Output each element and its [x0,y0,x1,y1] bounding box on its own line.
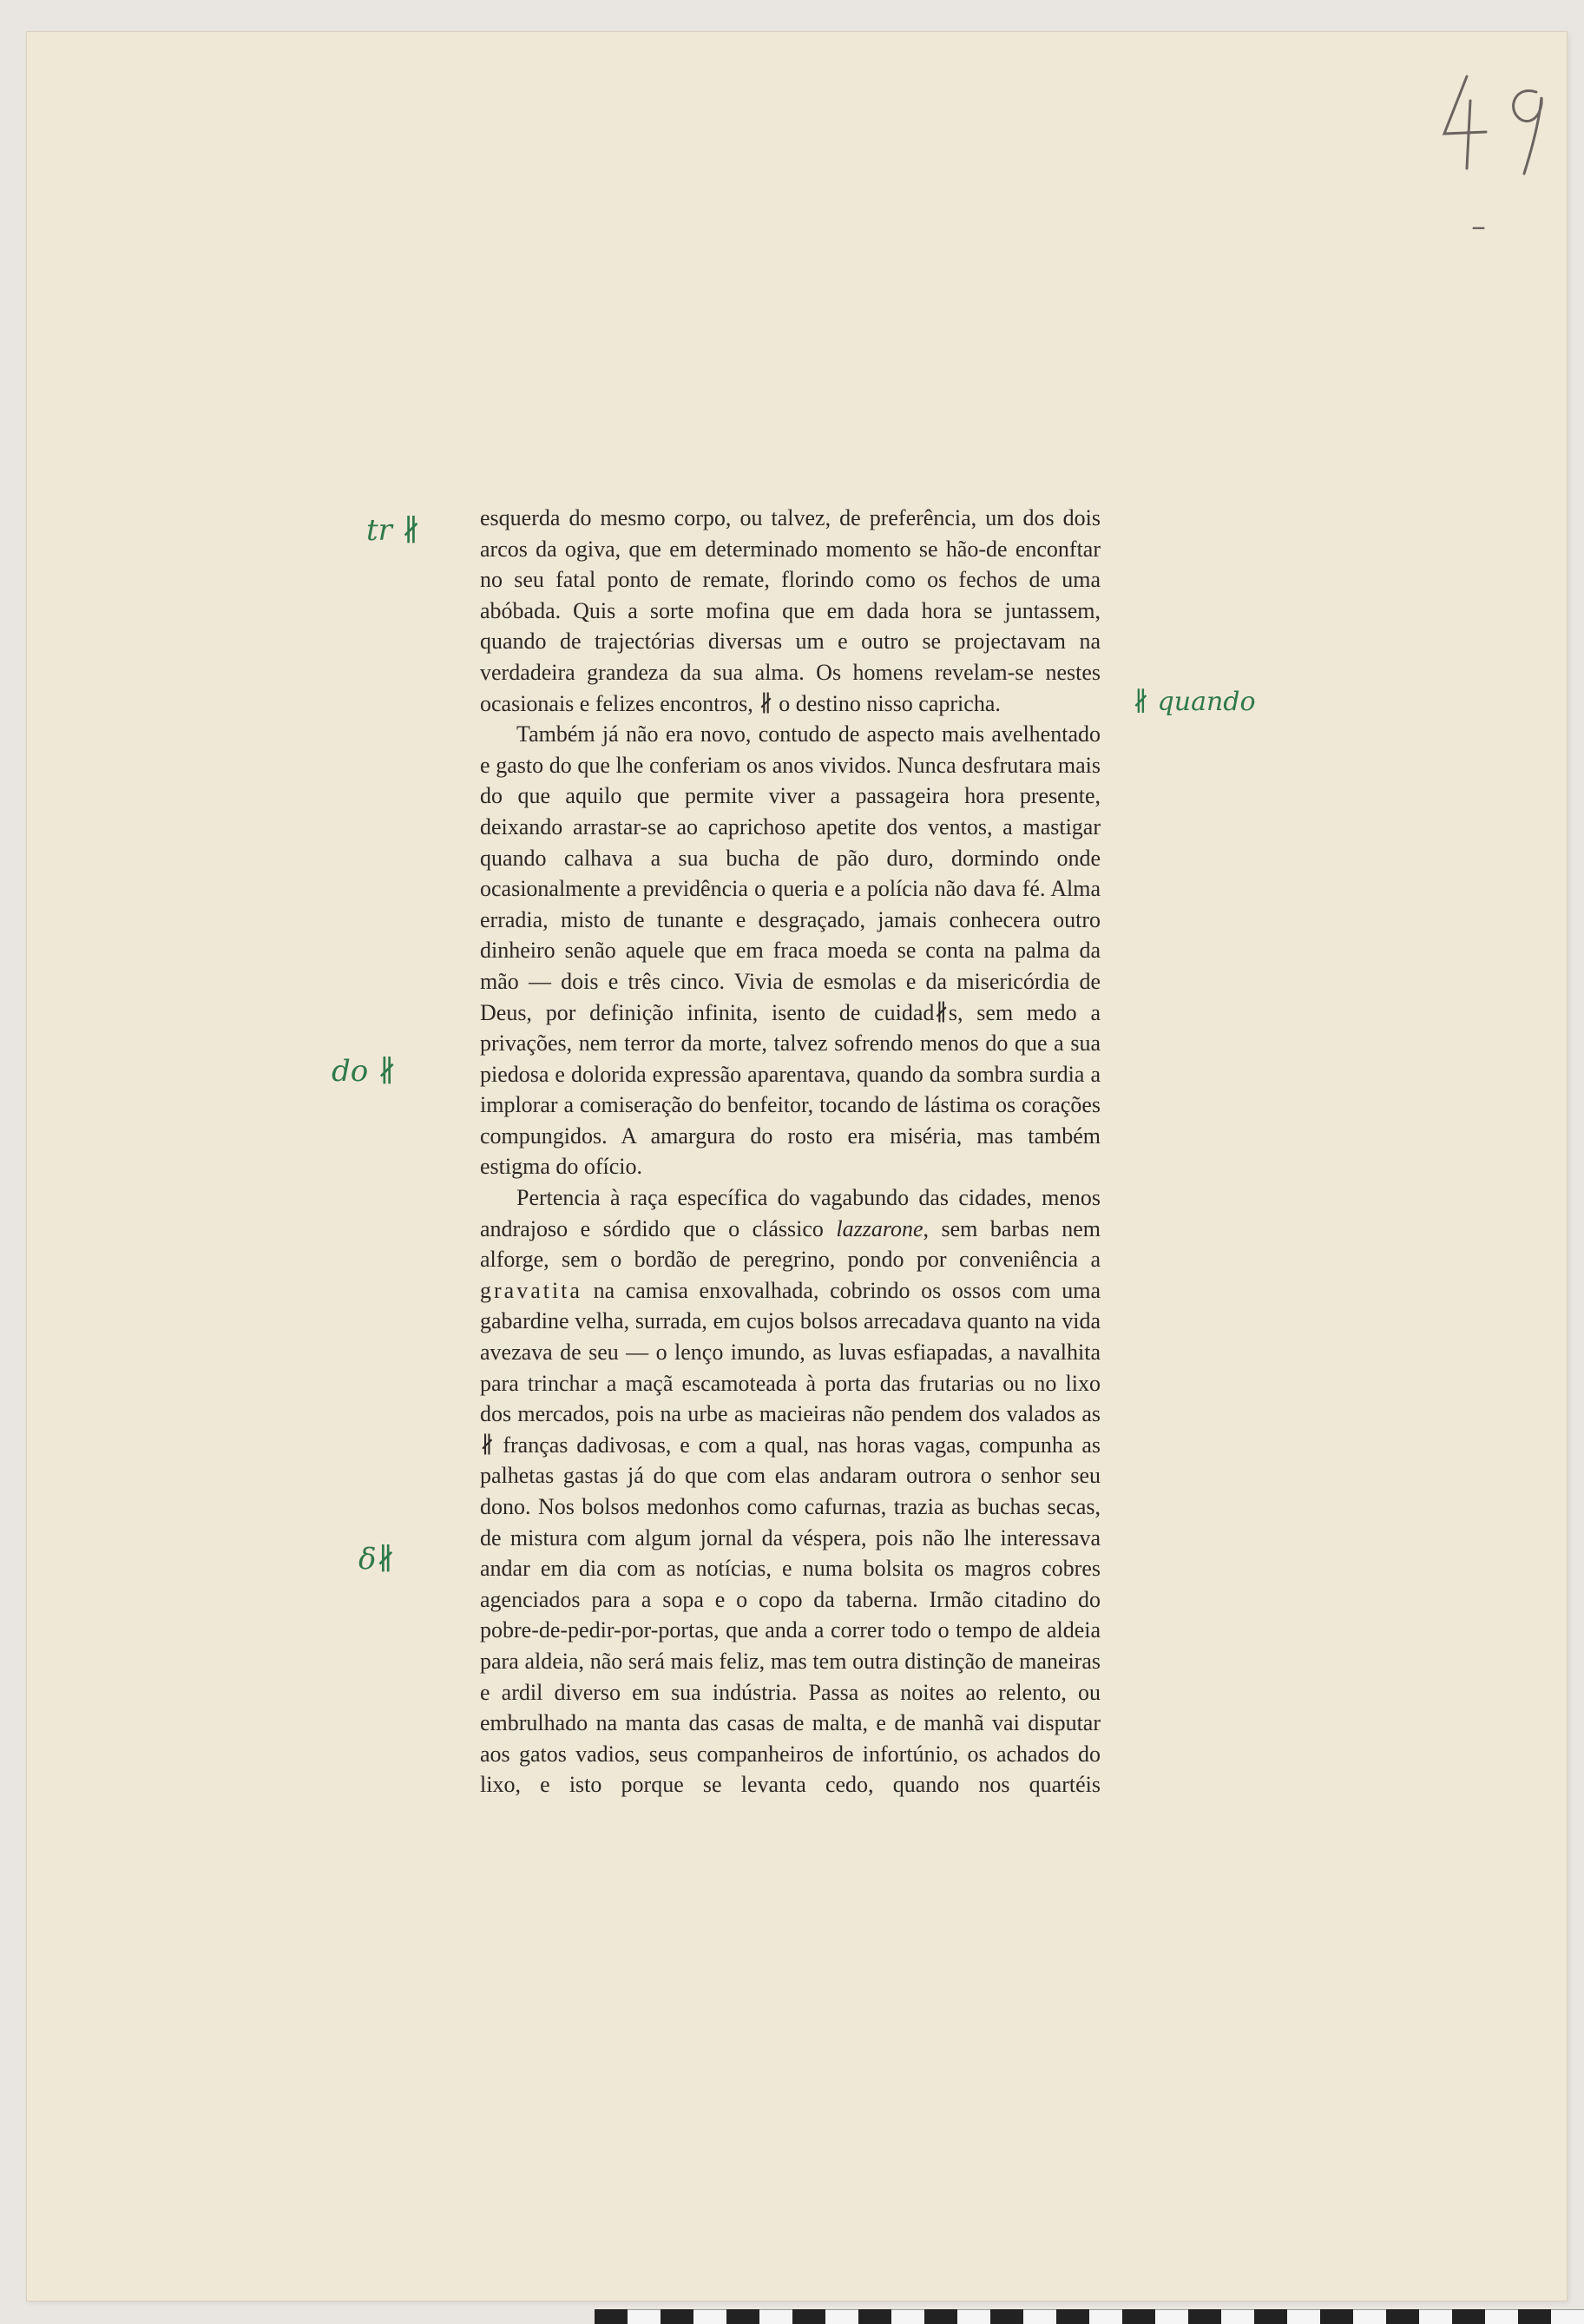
margin-annotation-delete: δ∦ [358,1542,396,1577]
color-scale-bar [595,2309,1584,2324]
paragraph-3-part-a: Pertencia à raça específica do vagabundo das cidades, menos andrajoso e sórdido que o clássico [480,1185,1101,1241]
paragraph-1: esquerda do mesmo corpo, ou talvez, de preferência, um dos dois arcos da ogiva, que em determinado momento se hão-de enconftar no seu fatal ponto de remate, florindo como os fechos de uma abóbada. Quis a sorte mofina que em dada hora se juntassem, quando de trajectórias diversas um e outro se projectavam na verdadeira grandeza da sua alma. Os homens revelam-se nestes ocasionais e felizes encontros, ∦ o destino nisso capricha. [480,505,1101,716]
italic-term-lazzarone: lazzarone [836,1215,923,1241]
spaced-term-gravatita: gravatita [480,1277,582,1303]
paragraph-3-part-b: , sem barbas nem alforge, sem o bordão de peregrino, pondo por conveniência a [480,1215,1101,1273]
margin-annotation-do: do ∦ [332,1054,397,1089]
paragraph-3-part-c: na camisa enxovalhada, cobrindo os ossos com uma gabardine velha, surrada, em cujos bolsos arrecadava quanto na vida avezava de seu — o lenço imundo, as luvas esfiapadas, a navalhita para trinchar a maçã escamoteada à porta das frutarias ou no lixo dos mercados, pois na urbe as macieiras não pendem dos valados as ∦ franças dadivosas, e com a qual, nas horas vagas, compunha as palhetas gastas já do que com elas andaram outrora o senhor seu dono. Nos bolsos medonhos como cafurnas, trazia as buchas secas, de mistura com algum jornal da véspera, pois não lhe interessava andar em dia com as notícias, e numa bolsita os magros cobres agenciados para a sopa e o copo da taberna. Irmão citadino do pobre-de-pedir-por-portas, que anda a correr todo o tempo de aldeia para aldeia, não será mais feliz, mas tem outra distinção de maneiras e ardil diverso em sua indústria. Passa as noites ao relento, ou embrulhado na manta das casas de malta, e de manhã vai disputar aos gatos vadios, seus companheiros de infortúnio, os achados do lixo, e isto porque se levanta cedo, quando nos quartéis [480,1277,1101,1798]
body-text [480,503,1101,1801]
paragraph-3 [480,1182,1101,1801]
handwritten-page-number-graphic [1432,66,1571,179]
paragraph-2: Também já não era novo, contudo de aspecto mais avelhentado e gasto do que lhe conferiam os anos vividos. Nunca desfrutara mais do que aquilo que permite viver a passageira hora presente, deixando arrastar-se ao caprichoso apetite dos ventos, a mastigar quando calhava a sua bucha de pão duro, dormindo onde ocasionalmente a previdência o queria e a polícia não dava fé. Alma erradia, misto de tunante e desgraçado, jamais conhecera outro dinheiro senão aquele que em fraca moeda se conta na palma da mão — dois e três cinco. Vivia de esmolas e da misericórdia de Deus, por definição infinita, isento de cuidad∦s, sem medo a privações, nem terror da morte, talvez sofrendo menos do que a sua piedosa e dolorida expressão aparentava, quando da sombra surdia a implorar a comiseração do benfeitor, tocando de lástima os corações compungidos. A amargura do rosto era miséria, mas também estigma do ofício. [480,721,1101,1180]
pencil-dash-mark: – [1471,209,1486,244]
page-number [1432,66,1571,179]
margin-annotation-quando: ∦ quando [1133,687,1256,717]
margin-annotation-tr: tr ∦ [366,513,421,548]
document-page [26,31,1568,2301]
